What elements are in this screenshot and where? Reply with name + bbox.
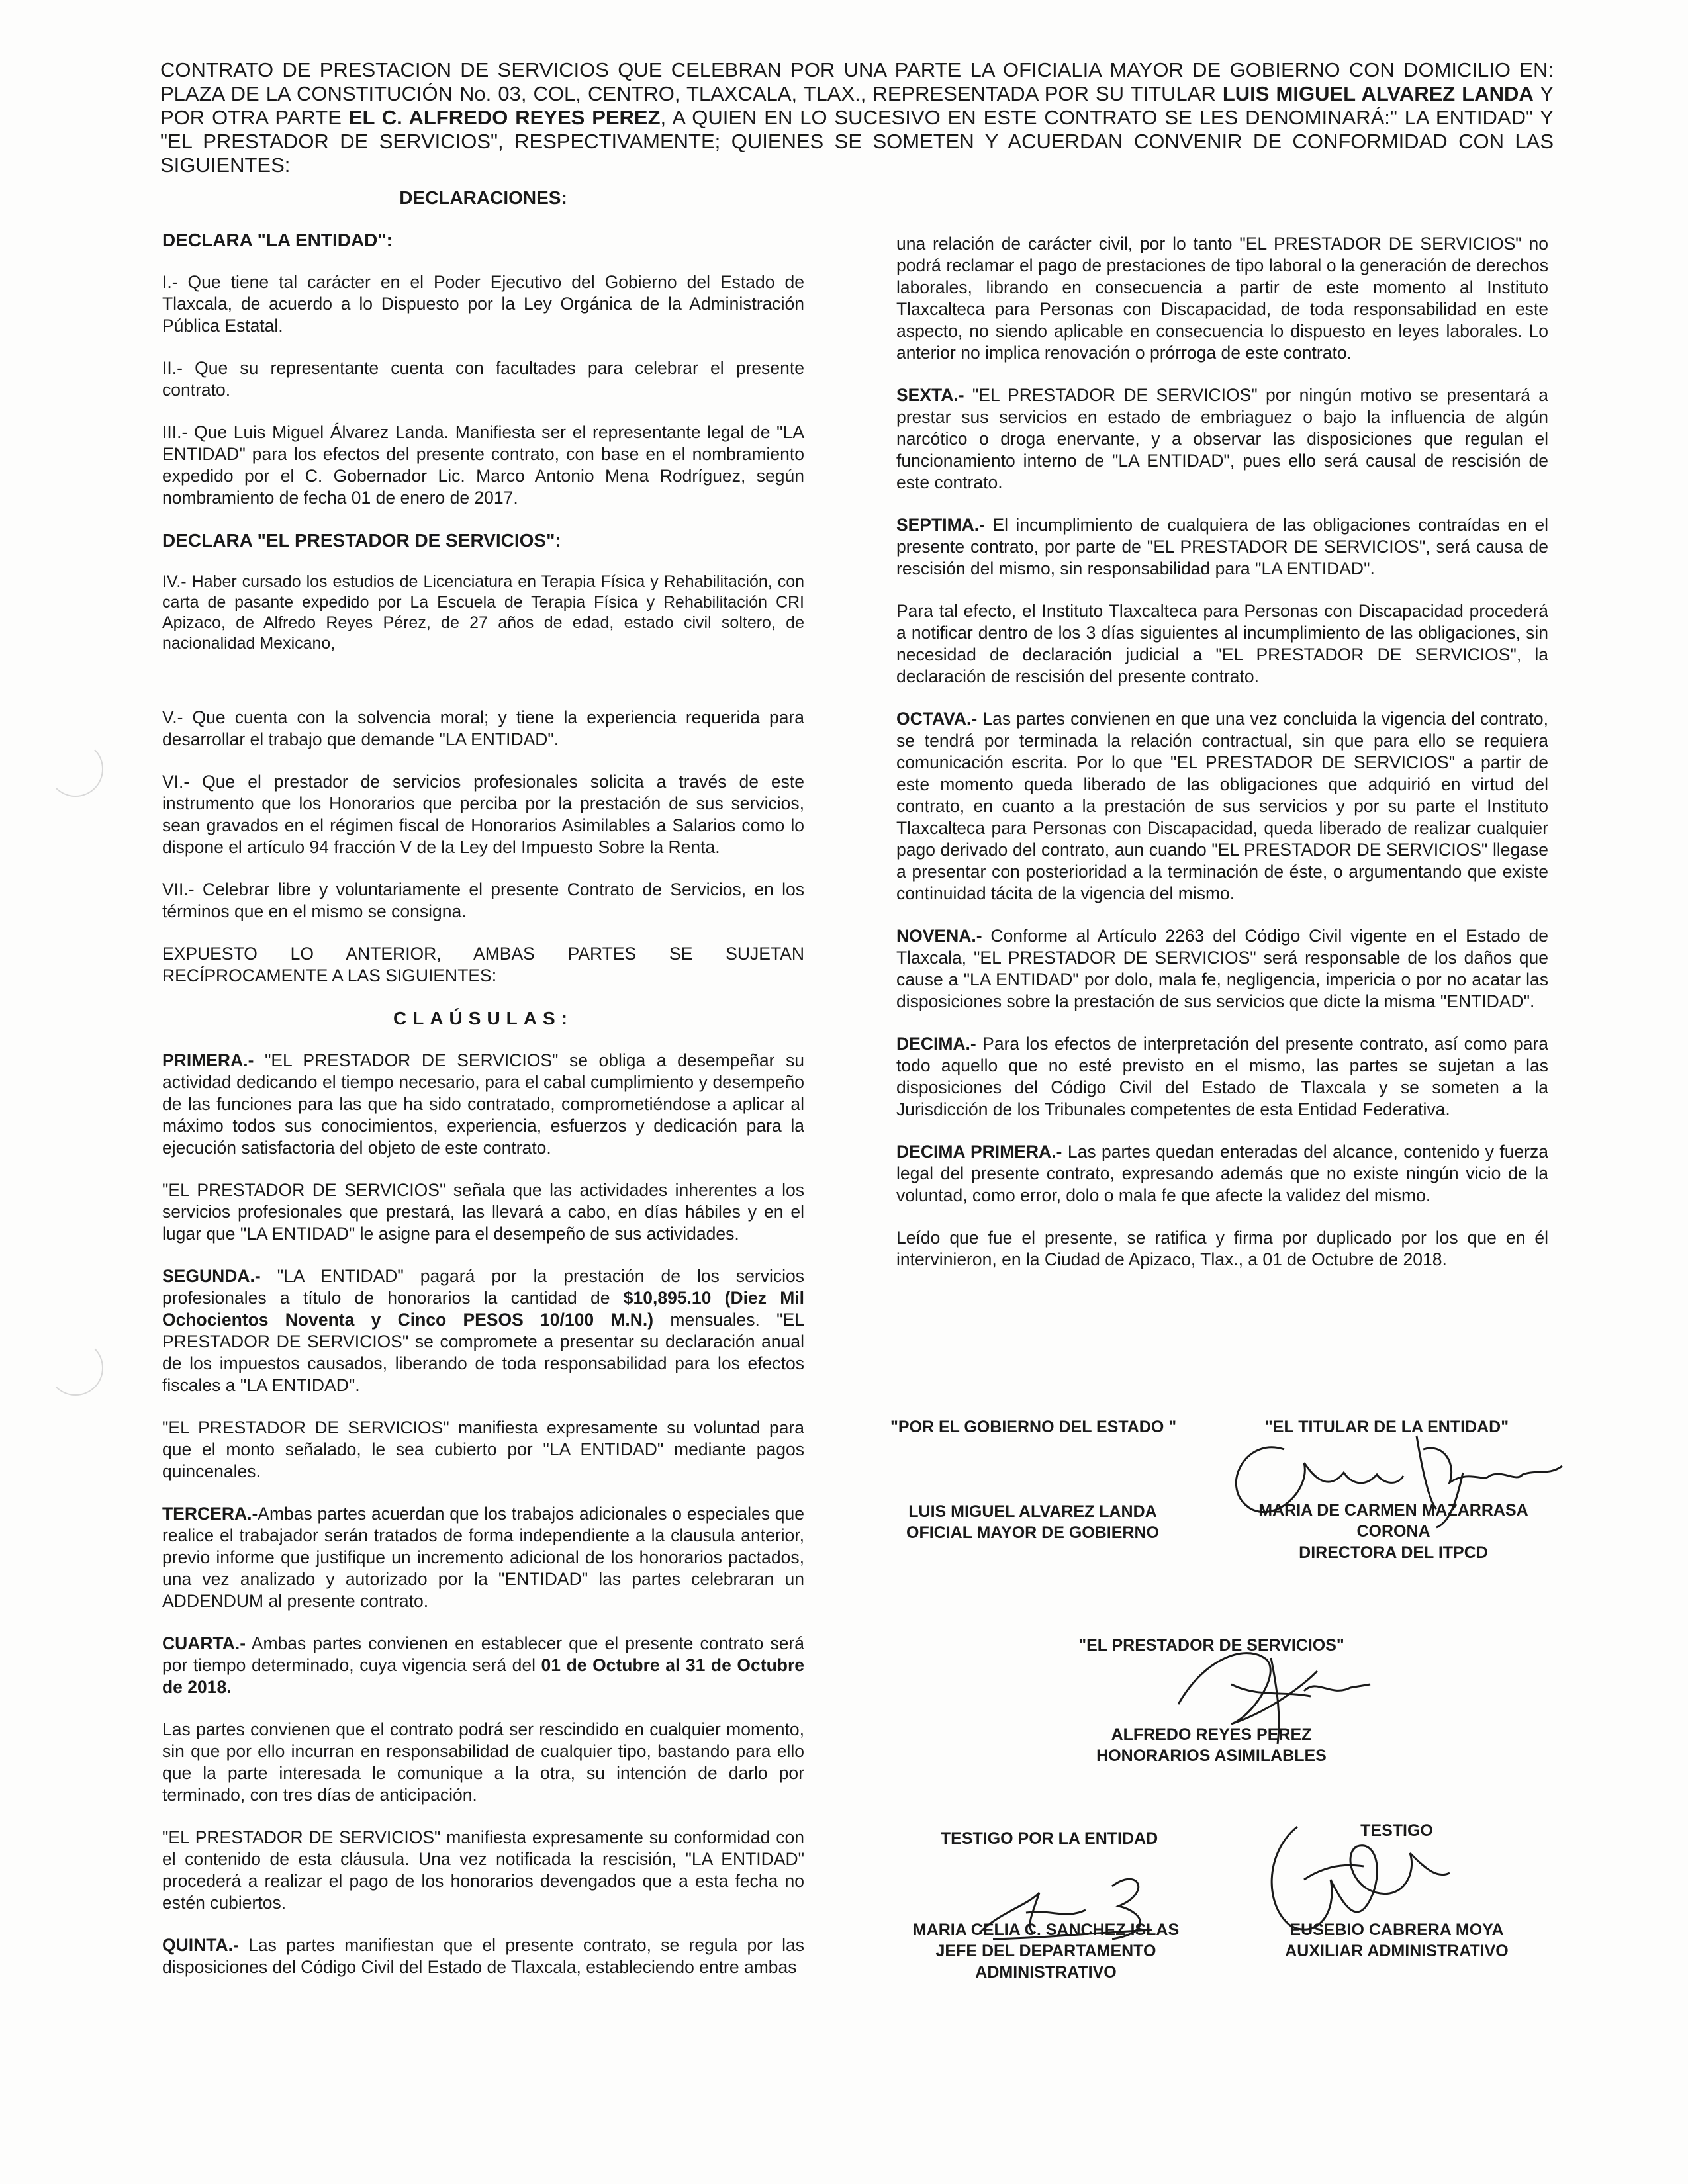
titular-heading: "EL TITULAR DE LA ENTIDAD" [1264, 1418, 1509, 1436]
clausula-tercera [162, 1503, 804, 1612]
segunda-label: SEGUNDA.- [162, 1266, 261, 1286]
declaracion-vi: VI.- Que el prestador de servicios profesionales solicita a través de este instrumento que los Honorarios que perciba por la prestación de sus servicios, sean gravados en el régimen fiscal de Honorarios Asimilables a Salarios como lo dispone el artículo 94 fracción V de la Ley del Impuesto Sobre la Renta. [162, 772, 804, 857]
titular-signature-block [1238, 1500, 1549, 1563]
prestador-name: ALFREDO REYES PEREZ [1111, 1725, 1312, 1744]
titular-role: DIRECTORA DEL ITPCD [1299, 1543, 1488, 1562]
blank-gap [162, 668, 804, 707]
intro-text-1: CONTRATO DE PRESTACION DE SERVICIOS QUE CELEBRAN POR UNA PARTE LA OFICIALIA MAYOR DE GOBIERNO CON DOMICILIO EN: PLAZA DE LA CONSTITUCIÓN No. 03, COL, CENTRO, TLAXCALA, TLAX., REPRESENTADA POR SU TITULAR [160, 58, 1554, 105]
expuesto-text: EXPUESTO LO ANTERIOR, AMBAS PARTES SE SUJETAN RECÍPROCAMENTE A LAS SIGUIENTES: [162, 944, 804, 985]
testigo1-role: JEFE DEL DEPARTAMENTO [935, 1942, 1156, 1960]
gobierno-heading: "POR EL GOBIERNO DEL ESTADO " [890, 1418, 1177, 1436]
segunda-text-a: "LA ENTIDAD" pagará por la prestación de los servicios profesionales a título de honorarios la cantidad de [162, 1266, 804, 1308]
testigo2-heading: TESTIGO [1360, 1821, 1433, 1840]
segunda-amount: $10,895.10 (Diez Mil Ochocientos Noventa y Cinco PESOS 10/100 M.N.) [162, 1288, 804, 1330]
quinta-label: QUINTA.- [162, 1935, 239, 1955]
primera-text: "EL PRESTADOR DE SERVICIOS" se obliga a desempeñar su actividad dedicando el tiempo necesario, para el cabal cumplimiento y desempeño de las funciones para las que ha sido contratado, comprometiéndose a aplicar al máximo todos sus conocimientos, experiencia, esfuerzos y dedicación para la ejecución satisfactoria del objeto de este contrato. [162, 1050, 804, 1158]
septima-text: El incumplimiento de cualquiera de las obligaciones contraídas en el presente contrato, por parte de "EL PRESTADOR DE SERVICIOS", será causa de rescisión del mismo, sin responsabilidad para "LA ENTIDAD". [896, 515, 1548, 578]
declaracion-iii: III.- Que Luis Miguel Álvarez Landa. Manifiesta ser el representante legal de "LA ENTIDAD" para los efectos del presente contrato, con base en el nombramiento expedido por el C. Gobernador Lic. Marco Antonio Mena Rodríguez, según nombramiento de fecha 01 de enero de 2017. [162, 422, 804, 508]
decima-label: DECIMA.- [896, 1034, 976, 1054]
sexta-label: SEXTA.- [896, 385, 964, 405]
testigo1-name: MARIA CELIA C. SANCHEZ ISLAS [912, 1921, 1180, 1939]
septima-label: SEPTIMA.- [896, 515, 985, 535]
gobierno-role: OFICIAL MAYOR DE GOBIERNO [906, 1524, 1159, 1542]
intro-text-3: , A QUIEN EN LO SUCESIVO EN ESTE CONTRATO SE LES DENOMINARÁ:" LA ENTIDAD" Y "EL PRESTADOR DE SERVICIOS", RESPECTIVAMENTE; QUIENES SE SOMETEN Y ACUERDAN CONVENIR DE CONFORMIDAD CON LAS SIGUIENTES: [160, 106, 1554, 177]
clausula-novena [896, 925, 1548, 1013]
decima-text: Para los efectos de interpretación del presente contrato, así como para todo aquello que no esté previsto en el mismo, las partes se sujetan a las disposiciones del Código Civil del Estado de Tlaxcala y se someten a la Jurisdicción de los Tribunales competentes de esta Entidad Federativa. [896, 1034, 1548, 1119]
clausula-septima [896, 514, 1548, 580]
tercera-text: Ambas partes acuerdan que los trabajos adicionales o especiales que realice el trabajador serán tratados de forma independiente a la clausula anterior, previo informe que justifique un incremento adicional de los honorarios pactados, una vez analizado y autorizado por la "ENTIDAD" las partes celebraran un ADDENDUM al presente contrato. [162, 1504, 804, 1611]
decima-primera-label: DECIMA PRIMERA.- [896, 1142, 1062, 1161]
prestador-role: HONORARIOS ASIMILABLES [1096, 1747, 1327, 1765]
leido-text: Leído que fue el presente, se ratifica y firma por duplicado por los que en él intervinieron, en la Ciudad de Apizaco, Tlax., a 01 de Octubre de 2018. [896, 1228, 1548, 1269]
intro-prestador: EL C. ALFREDO REYES PEREZ [348, 106, 661, 129]
octava-text: Las partes convienen en que una vez concluida la vigencia del contrato, se tendrá por terminada la relación contractual, sin que para ello se requiera comunicación escrita. Por lo que "EL PRESTADOR DE SERVICIOS" a partir de este momento queda liberado de las obligaciones que adquirió en virtud del contrato, en cuanto a la prestación de sus servicios y por su parte el Instituto Tlaxcalteca para Personas con Discapacidad, queda liberado de realizar cualquier pago derivado del contrato, aun cuando "EL PRESTADOR DE SERVICIOS" llegase a presentar con posterioridad a la terminación de éste, o argumentando que existe continuidad tácita de la vigencia del mismo. [896, 709, 1548, 903]
testigo1-heading: TESTIGO POR LA ENTIDAD [940, 1829, 1158, 1848]
prestador-signature-block [1046, 1724, 1377, 1766]
left-column [162, 187, 804, 1999]
titular-name-2: CORONA [1356, 1522, 1430, 1541]
sexta-text: "EL PRESTADOR DE SERVICIOS" por ningún motivo se presentará a prestar sus servicios en estado de embriaguez o bajo la influencia de algún narcótico o droga enervante, y a observar las disposiciones que regulan el funcionamiento interno de "LA ENTIDAD", pues ello será causal de rescisión de este contrato. [896, 385, 1548, 492]
novena-text: Conforme al Artículo 2263 del Código Civil vigente en el Estado de Tlaxcala, "EL PRESTADOR DE SERVICIOS" será responsable de los daños que cause a "LA ENTIDAD" por dolo, mala fe, negligencia, impericia o por no acatar las disposiciones sobre la prestación de sus servicios que dicte la misma "ENTIDAD". [896, 926, 1548, 1011]
declara-prestador-heading: DECLARA "EL PRESTADOR DE SERVICIOS": [162, 530, 561, 551]
declaraciones-title: DECLARACIONES: [399, 187, 567, 208]
primera-label: PRIMERA.- [162, 1050, 254, 1070]
declaracion-v: V.- Que cuenta con la solvencia moral; y tiene la experiencia requerida para desarrollar el trabajo que demande "LA ENTIDAD". [162, 707, 804, 749]
declaracion-ii: II.- Que su representante cuenta con facultades para celebrar el presente contrato. [162, 358, 804, 400]
right-column [896, 233, 1548, 1291]
novena-label: NOVENA.- [896, 926, 982, 946]
clausula-cuarta-c: "EL PRESTADOR DE SERVICIOS" manifiesta expresamente su conformidad con el contenido de esta cláusula. Una vez notificada la rescisión, "LA ENTIDAD" procederá a realizar el pago de los honorarios devengados que a esta fecha no estén cubiertos. [162, 1827, 804, 1913]
gobierno-name: LUIS MIGUEL ALVAREZ LANDA [908, 1502, 1157, 1521]
declaracion-vii: VII.- Celebrar libre y voluntariamente el presente Contrato de Servicios, en los términos que en el mismo se consigna. [162, 880, 804, 921]
clausula-segunda [162, 1265, 804, 1396]
testigo2-role: AUXILIAR ADMINISTRATIVO [1285, 1942, 1509, 1960]
clausula-primera [162, 1050, 804, 1159]
cuarta-text-a: Ambas partes convienen en establecer que el presente contrato será por tiempo determinado, cuya vigencia será del [162, 1633, 804, 1675]
octava-label: OCTAVA.- [896, 709, 978, 729]
clausula-quinta [162, 1934, 804, 1978]
intro-text-2: Y POR OTRA PARTE [160, 82, 1554, 129]
cuarta-label: CUARTA.- [162, 1633, 246, 1653]
clausula-sexta [896, 385, 1548, 494]
punch-hole-top [48, 741, 103, 797]
testigo1-signature-block [894, 1919, 1198, 1983]
intro-titular: LUIS MIGUEL ALVAREZ LANDA [1222, 82, 1534, 105]
declara-entidad-heading: DECLARA "LA ENTIDAD": [162, 230, 393, 250]
punch-hole-bottom [48, 1340, 103, 1396]
tercera-label: TERCERA.- [162, 1504, 258, 1524]
decima-primera-text: Las partes quedan enteradas del alcance, contenido y fuerza legal del presente contrato, expresando además que no existe ningún vicio de la voluntad, como error, dolo o mala fe que afecte la validez del mismo. [896, 1142, 1548, 1205]
declaracion-iv: IV.- Haber cursado los estudios de Licenciatura en Terapia Física y Rehabilitación, con carta de pasante expedido por La Escuela de Terapia Física y Rehabilitación CRI Apizaco, de Alfredo Reyes Pérez, de 27 años de edad, estado civil soltero, de nacionalidad Mexicano, [162, 572, 804, 653]
testigo2-name: EUSEBIO CABRERA MOYA [1289, 1921, 1504, 1939]
clausula-primera-b: "EL PRESTADOR DE SERVICIOS" señala que las actividades inherentes a los servicios profesionales que prestará, las llevará a cabo, en días hábiles y en el lugar que "LA ENTIDAD" le asigne para el desempeño de sus actividades. [162, 1180, 804, 1244]
contract-intro [160, 58, 1554, 177]
clausula-decima-primera [896, 1141, 1548, 1206]
declaracion-i: I.- Que tiene tal carácter en el Poder Ejecutivo del Gobierno del Estado de Tlaxcala, de acuerdo a lo Dispuesto por la Ley Orgánica de la Administración Pública Estatal. [162, 272, 804, 336]
clausulas-title: CLAÚSULAS: [393, 1008, 573, 1028]
prestador-heading: "EL PRESTADOR DE SERVICIOS" [1078, 1636, 1344, 1655]
clausula-octava [896, 708, 1548, 905]
testigo2-signature-block [1258, 1919, 1536, 1962]
segunda-text-b: mensuales. "EL PRESTADOR DE SERVICIOS" se compromete a presentar su declaración anual de los impuestos causados, liberando de toda responsabilidad para los efectos fiscales a "LA ENTIDAD". [162, 1310, 804, 1395]
clausula-septima-b: Para tal efecto, el Instituto Tlaxcalteca para Personas con Discapacidad procederá a notificar dentro de los 3 días siguientes al incumplimiento de las obligaciones, sin necesidad de declaración judicial a "EL PRESTADOR DE SERVICIOS", la declaración de rescisión del presente contrato. [896, 601, 1548, 686]
clausula-segunda-c: "EL PRESTADOR DE SERVICIOS" manifiesta expresamente su voluntad para que el monto señalado, le sea cubierto por "LA ENTIDAD" mediante pagos quincenales. [162, 1418, 804, 1481]
cuarta-dates: 01 de Octubre al 31 de Octubre de 2018. [162, 1655, 804, 1697]
quinta-text: Las partes manifiestan que el presente contrato, se regula por las disposiciones del Código Civil del Estado de Tlaxcala, estableciendo entre ambas [162, 1935, 804, 1977]
clausula-quinta-cont: una relación de carácter civil, por lo tanto "EL PRESTADOR DE SERVICIOS" no podrá reclamar el pago de prestaciones de tipo laboral o la generación de derechos laborales, librando en consecuencia a partir de este momento al Instituto Tlaxcalteca para Personas con Discapacidad, de toda responsabilidad en este aspecto, no siendo aplicable en consecuencia lo dispuesto en leyes laborales. Lo anterior no implica renovación o prórroga de este contrato. [896, 234, 1548, 363]
titular-name: MARIA DE CARMEN MAZARRASA [1258, 1501, 1528, 1520]
clausula-cuarta-b: Las partes convienen que el contrato podrá ser rescindido en cualquier momento, sin que por ello incurran en responsabilidad de cualquier tipo, bastando para ello que la parte interesada le comunique a la otra, su intención de darlo por terminado, con tres días de anticipación. [162, 1719, 804, 1805]
gobierno-signature-block [887, 1501, 1178, 1543]
testigo1-role-2: ADMINISTRATIVO [975, 1963, 1117, 1981]
clausula-decima [896, 1033, 1548, 1120]
clausula-cuarta [162, 1633, 804, 1698]
